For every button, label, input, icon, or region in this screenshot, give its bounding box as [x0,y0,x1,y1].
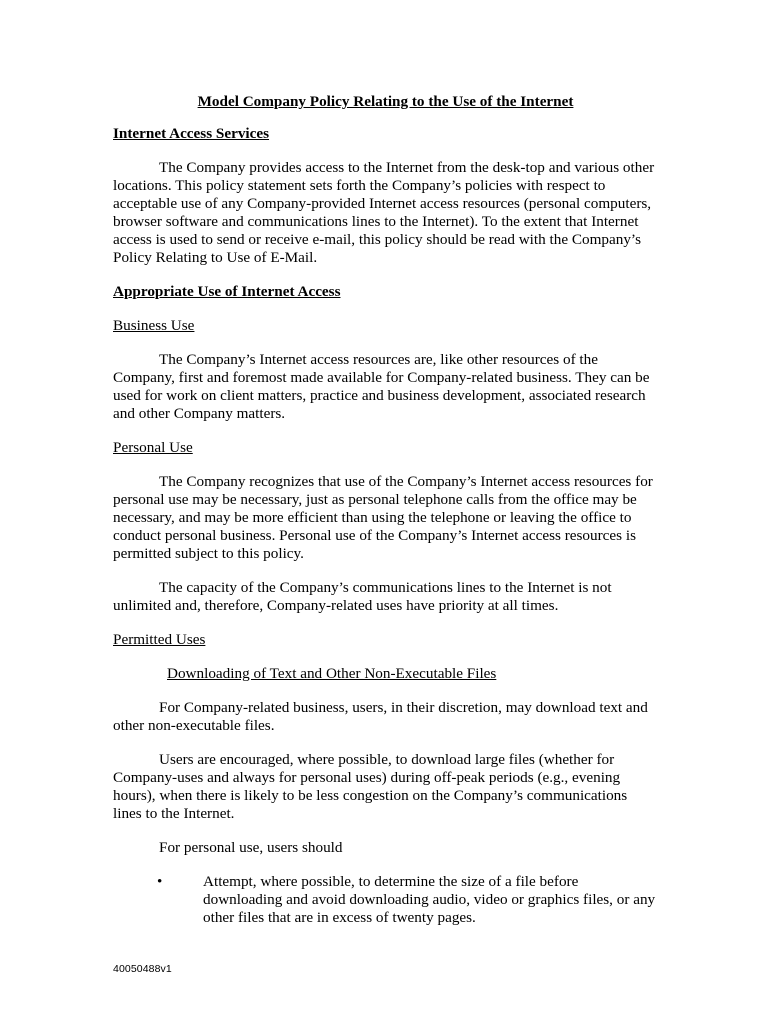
paragraph-permitted-uses-1: For Company-related business, users, in their discretion, may download text and other non-executable files. [113,699,648,734]
document-body [113,93,658,943]
paragraph-business-use: The Company’s Internet access resources are, like other resources of the Company, first and foremost made available for Company-related business. They can be used for work on client matters, practice and business development, associated research and other Company matters. [113,351,650,422]
bullet-icon: • [157,873,163,890]
bullet-text: Attempt, where possible, to determine the size of a file before downloading and avoid downloading audio, video or graphics files, or any other files that are in excess of twenty pages. [203,873,656,926]
paragraph-internet-access-services: The Company provides access to the Internet from the desk-top and various other locations. This policy statement sets forth the Company’s policies with respect to acceptable use of any Company-provided Internet access resources (personal computers, browser software and communications lines to the Internet). To the extent that Internet access is used to send or receive e-mail, this policy should be read with the Company’s Policy Relating to Use of E-Mail. [113,159,655,266]
subheading-downloading-text: Downloading of Text and Other Non-Executable Files [167,665,497,682]
paragraph-personal-use-2: The capacity of the Company’s communications lines to the Internet is not unlimited and, therefore, Company-related uses have priority at all times. [113,579,612,614]
paragraph-permitted-uses-2: Users are encouraged, where possible, to download large files (whether for Company-uses and always for personal uses) during off-peak periods (e.g., evening hours), when there is likely to be less congestion on the Company’s communications lines to the Internet. [113,751,628,822]
paragraph-permitted-uses-3: For personal use, users should [159,839,343,856]
bullet-list-item [113,873,658,927]
section-heading-appropriate-use: Appropriate Use of Internet Access [113,283,341,300]
section-heading-internet-access-services: Internet Access Services [113,125,270,142]
document-id-footer: 40050488v1 [113,963,172,975]
paragraph-personal-use-1: The Company recognizes that use of the Company’s Internet access resources for personal use may be necessary, just as personal telephone calls from the office may be necessary, and may be more efficient than using the telephone or leaving the office to conduct personal business. Personal use of the Company’s Internet access resources is permitted subject to this policy. [113,473,653,562]
subheading-personal-use: Personal Use [113,439,193,456]
subheading-permitted-uses: Permitted Uses [113,631,206,648]
subheading-business-use: Business Use [113,317,195,334]
document-title: Model Company Policy Relating to the Use of the Internet [197,93,574,110]
